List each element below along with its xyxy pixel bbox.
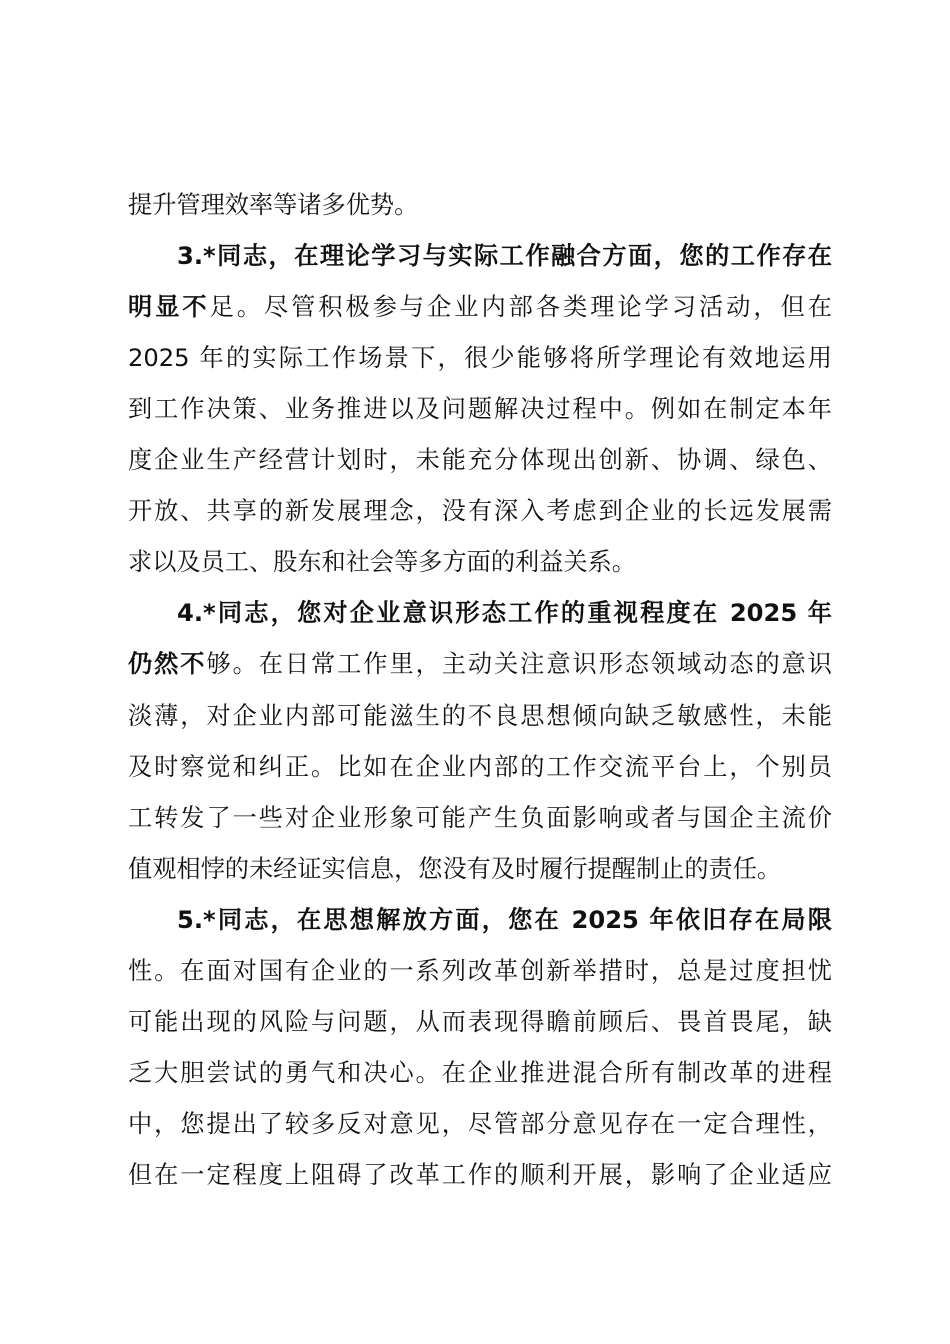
text-run: 度企业生产经营计划时，未能充分体现出创新、协调、绿色、 <box>128 446 832 475</box>
bold-text-run: 明显不 <box>128 293 210 322</box>
text-line <box>128 389 832 429</box>
text-line <box>177 900 832 940</box>
text-line <box>177 593 832 633</box>
text-run: 工转发了一些对企业形象可能产生负面影响或者与国企主流价 <box>128 803 832 832</box>
text-line <box>128 696 832 736</box>
text-run: 足。尽管积极参与企业内部各类理论学习活动，但在 <box>209 293 832 322</box>
text-line <box>128 747 832 787</box>
bold-text-run: 仍然不 <box>128 650 207 679</box>
text-run: 到工作决策、业务推进以及问题解决过程中。例如在制定本年 <box>128 395 832 424</box>
text-run: 2025 年的实际工作场景下，很少能够将所学理论有效地运用 <box>128 344 832 373</box>
text-line <box>128 338 832 378</box>
text-line <box>177 236 832 276</box>
text-line <box>128 849 832 889</box>
text-line <box>128 951 832 991</box>
bold-text-run: 5.*同志，在思想解放方面，您在 2025 年依旧存在局限 <box>177 905 832 934</box>
text-run: 但在一定程度上阻碍了改革工作的顺利开展，影响了企业适应 <box>128 1160 832 1189</box>
text-run: 淡薄，对企业内部可能滋生的不良思想倾向缺乏敏感性，未能 <box>128 701 832 730</box>
text-line <box>128 440 832 480</box>
text-line <box>128 1053 832 1093</box>
bold-text-run: 3.*同志，在理论学习与实际工作融合方面，您的工作存在 <box>177 242 832 271</box>
text-run: 值观相悖的未经证实信息，您没有及时履行提醒制止的责任。 <box>128 854 782 883</box>
text-run: 性。在面对国有企业的一系列改革创新举措时，总是过度担忧 <box>128 956 832 985</box>
text-run: 乏大胆尝试的勇气和决心。在企业推进混合所有制改革的进程 <box>128 1058 832 1087</box>
text-run: 及时察觉和纠正。比如在企业内部的工作交流平台上，个别员 <box>128 752 832 781</box>
text-line <box>128 287 832 327</box>
text-line <box>128 1104 832 1144</box>
text-run: 开放、共享的新发展理念，没有深入考虑到企业的长远发展需 <box>128 497 832 526</box>
text-line <box>128 1155 832 1195</box>
text-line <box>128 542 832 582</box>
text-line <box>128 798 832 838</box>
text-run: 够。在日常工作里，主动关注意识形态领域动态的意识 <box>206 650 832 679</box>
text-run: 可能出现的风险与问题，从而表现得瞻前顾后、畏首畏尾，缺 <box>128 1007 832 1036</box>
text-run: 提升管理效率等诸多优势。 <box>128 191 419 219</box>
text-run: 中，您提出了较多反对意见，尽管部分意见存在一定合理性， <box>128 1109 832 1138</box>
text-line <box>128 644 832 684</box>
text-line <box>128 1002 832 1042</box>
text-line <box>128 491 832 531</box>
text-line <box>128 185 833 225</box>
text-run: 求以及员工、股东和社会等多方面的利益关系。 <box>128 548 636 577</box>
bold-text-run: 4.*同志，您对企业意识形态工作的重视程度在 2025 年 <box>177 599 832 628</box>
